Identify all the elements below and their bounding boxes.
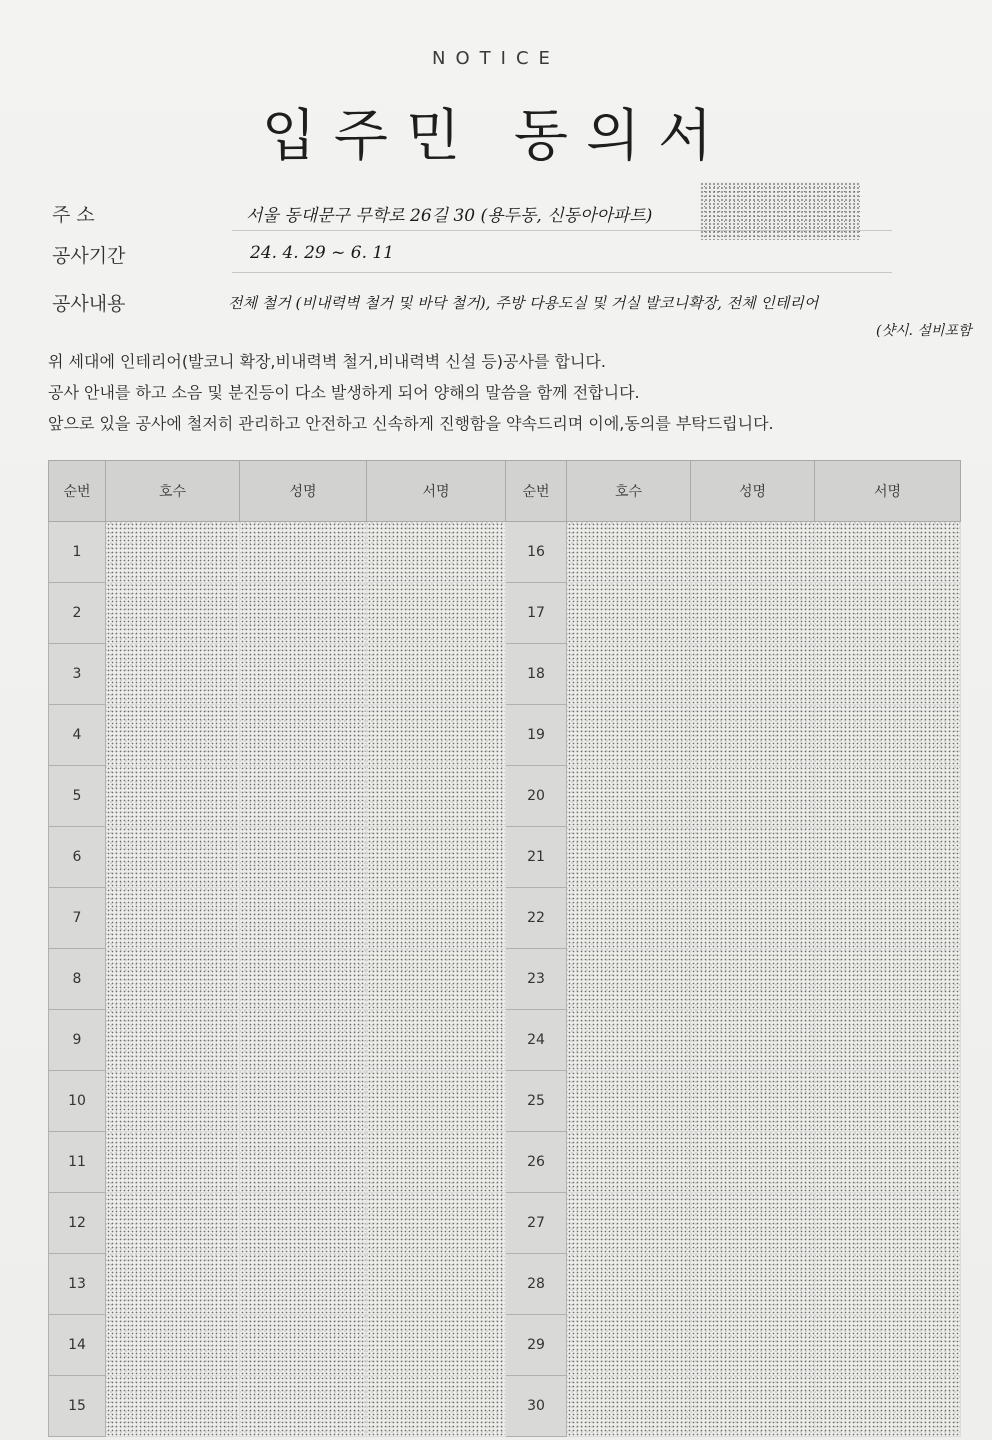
- row-number-left: 1: [49, 522, 106, 583]
- row-number-right: 22: [506, 888, 567, 949]
- unit-cell-left[interactable]: [106, 1376, 240, 1437]
- row-number-right: 20: [506, 766, 567, 827]
- signature-cell-left[interactable]: [367, 1010, 506, 1071]
- table-row: [49, 1315, 961, 1376]
- name-cell-right[interactable]: [691, 949, 815, 1010]
- name-cell-right[interactable]: [691, 1010, 815, 1071]
- table-row: [49, 1193, 961, 1254]
- address-label: 주 소: [52, 204, 95, 226]
- unit-cell-right[interactable]: [567, 1254, 691, 1315]
- name-cell-left[interactable]: [240, 644, 367, 705]
- name-cell-left[interactable]: [240, 583, 367, 644]
- name-cell-left[interactable]: [240, 949, 367, 1010]
- row-number-right: 23: [506, 949, 567, 1010]
- signature-cell-right[interactable]: [815, 949, 961, 1010]
- name-cell-left[interactable]: [240, 888, 367, 949]
- signature-cell-left[interactable]: [367, 1376, 506, 1437]
- row-number-left: 13: [49, 1254, 106, 1315]
- name-cell-right[interactable]: [691, 766, 815, 827]
- unit-cell-left[interactable]: [106, 1132, 240, 1193]
- row-number-left: 10: [49, 1071, 106, 1132]
- name-cell-left[interactable]: [240, 1315, 367, 1376]
- row-number-left: 4: [49, 705, 106, 766]
- name-cell-left[interactable]: [240, 1193, 367, 1254]
- signature-cell-right[interactable]: [815, 1254, 961, 1315]
- row-number-right: 30: [506, 1376, 567, 1437]
- signature-cell-right[interactable]: [815, 766, 961, 827]
- name-cell-right[interactable]: [691, 644, 815, 705]
- header-unit-left: 호수: [106, 461, 240, 522]
- unit-cell-left[interactable]: [106, 522, 240, 583]
- name-cell-left[interactable]: [240, 766, 367, 827]
- unit-cell-left[interactable]: [106, 644, 240, 705]
- unit-cell-left[interactable]: [106, 949, 240, 1010]
- unit-cell-left[interactable]: [106, 1254, 240, 1315]
- signature-cell-left[interactable]: [367, 766, 506, 827]
- signature-cell-left[interactable]: [367, 888, 506, 949]
- signature-cell-right[interactable]: [815, 705, 961, 766]
- period-label: 공사기간: [52, 245, 126, 267]
- table-row: [49, 705, 961, 766]
- table-row: [49, 522, 961, 583]
- row-number-left: 8: [49, 949, 106, 1010]
- signature-cell-left[interactable]: [367, 949, 506, 1010]
- name-cell-left[interactable]: [240, 1010, 367, 1071]
- row-number-right: 16: [506, 522, 567, 583]
- signature-cell-left[interactable]: [367, 1193, 506, 1254]
- unit-cell-right[interactable]: [567, 949, 691, 1010]
- signature-cell-right[interactable]: [815, 1376, 961, 1437]
- table-row: [49, 1071, 961, 1132]
- signature-cell-left[interactable]: [367, 644, 506, 705]
- name-cell-right[interactable]: [691, 522, 815, 583]
- unit-cell-left[interactable]: [106, 1193, 240, 1254]
- unit-cell-left[interactable]: [106, 1010, 240, 1071]
- table-body: [49, 522, 961, 1437]
- content-label: 공사내용: [52, 293, 126, 315]
- row-number-right: 28: [506, 1254, 567, 1315]
- name-cell-left[interactable]: [240, 1071, 367, 1132]
- row-number-left: 15: [49, 1376, 106, 1437]
- unit-cell-left[interactable]: [106, 827, 240, 888]
- signature-cell-right[interactable]: [815, 1132, 961, 1193]
- signature-table: [48, 460, 961, 1437]
- signature-cell-right[interactable]: [815, 583, 961, 644]
- signature-cell-right[interactable]: [815, 1193, 961, 1254]
- signature-cell-left[interactable]: [367, 1071, 506, 1132]
- row-number-right: 26: [506, 1132, 567, 1193]
- signature-cell-left[interactable]: [367, 705, 506, 766]
- paragraph-line-1: 위 세대에 인테리어(발코니 확장,비내력벽 철거,비내력벽 신설 등)공사를 합니다.: [48, 352, 606, 371]
- period-rule: [232, 272, 892, 273]
- row-number-right: 19: [506, 705, 567, 766]
- content-value-line2: (샷시. 설비포함: [876, 323, 972, 339]
- name-cell-right[interactable]: [691, 1193, 815, 1254]
- table-row: [49, 1254, 961, 1315]
- row-number-right: 18: [506, 644, 567, 705]
- name-cell-left[interactable]: [240, 705, 367, 766]
- name-cell-right[interactable]: [691, 583, 815, 644]
- table-row: [49, 1376, 961, 1437]
- signature-cell-left[interactable]: [367, 1315, 506, 1376]
- name-cell-right[interactable]: [691, 1315, 815, 1376]
- signature-cell-right[interactable]: [815, 1010, 961, 1071]
- name-cell-right[interactable]: [691, 827, 815, 888]
- unit-cell-left[interactable]: [106, 1071, 240, 1132]
- unit-cell-left[interactable]: [106, 888, 240, 949]
- name-cell-left[interactable]: [240, 1132, 367, 1193]
- row-number-right: 25: [506, 1071, 567, 1132]
- unit-cell-right[interactable]: [567, 1132, 691, 1193]
- row-number-left: 12: [49, 1193, 106, 1254]
- paragraph-line-3: 앞으로 있을 공사에 철저히 관리하고 안전하고 신속하게 진행함을 약속드리며 이에,동의를 부탁드립니다.: [48, 414, 774, 433]
- table-header-row: [49, 461, 961, 522]
- name-cell-right[interactable]: [691, 1132, 815, 1193]
- row-number-left: 2: [49, 583, 106, 644]
- unit-cell-right[interactable]: [567, 1376, 691, 1437]
- table-row: [49, 766, 961, 827]
- name-cell-left[interactable]: [240, 1376, 367, 1437]
- table-row: [49, 827, 961, 888]
- header-signature-left: 서명: [367, 461, 506, 522]
- table-row: [49, 583, 961, 644]
- table-row: [49, 644, 961, 705]
- name-cell-right[interactable]: [691, 888, 815, 949]
- redacted-unit-block: [700, 182, 860, 240]
- period-value: 24. 4. 29 ~ 6. 11: [250, 243, 395, 263]
- name-cell-right[interactable]: [691, 1071, 815, 1132]
- table-row: [49, 1132, 961, 1193]
- unit-cell-right[interactable]: [567, 827, 691, 888]
- signature-cell-right[interactable]: [815, 644, 961, 705]
- header-name-left: 성명: [240, 461, 367, 522]
- signature-cell-left[interactable]: [367, 827, 506, 888]
- row-number-left: 6: [49, 827, 106, 888]
- document-title: 입주민 동의서: [261, 104, 731, 169]
- signature-cell-right[interactable]: [815, 827, 961, 888]
- unit-cell-right[interactable]: [567, 888, 691, 949]
- unit-cell-right[interactable]: [567, 1193, 691, 1254]
- unit-cell-right[interactable]: [567, 766, 691, 827]
- signature-cell-left[interactable]: [367, 583, 506, 644]
- unit-cell-right[interactable]: [567, 583, 691, 644]
- unit-cell-right[interactable]: [567, 644, 691, 705]
- unit-cell-left[interactable]: [106, 1315, 240, 1376]
- address-value: 서울 동대문구 무학로 26길 30 (용두동, 신동아아파트): [246, 206, 653, 226]
- row-number-right: 21: [506, 827, 567, 888]
- table-row: [49, 1010, 961, 1071]
- name-cell-right[interactable]: [691, 705, 815, 766]
- signature-cell-right[interactable]: [815, 888, 961, 949]
- name-cell-left[interactable]: [240, 1254, 367, 1315]
- unit-cell-left[interactable]: [106, 766, 240, 827]
- row-number-left: 7: [49, 888, 106, 949]
- notice-label: NOTICE: [432, 48, 560, 69]
- name-cell-right[interactable]: [691, 1254, 815, 1315]
- header-number-left: 순번: [49, 461, 106, 522]
- address-rule: [232, 230, 892, 231]
- unit-cell-right[interactable]: [567, 1010, 691, 1071]
- unit-cell-right[interactable]: [567, 1071, 691, 1132]
- signature-cell-right[interactable]: [815, 522, 961, 583]
- header-name-right: 성명: [691, 461, 815, 522]
- content-value-line1: 전체 철거 (비내력벽 철거 및 바닥 철거), 주방 다용도실 및 거실 발코니확장, 전체 인테리어: [228, 294, 819, 312]
- row-number-left: 5: [49, 766, 106, 827]
- row-number-left: 14: [49, 1315, 106, 1376]
- unit-cell-right[interactable]: [567, 1315, 691, 1376]
- row-number-right: 17: [506, 583, 567, 644]
- row-number-right: 27: [506, 1193, 567, 1254]
- name-cell-right[interactable]: [691, 1376, 815, 1437]
- notice-paragraph: [48, 346, 948, 439]
- signature-cell-right[interactable]: [815, 1315, 961, 1376]
- header-number-right: 순번: [506, 461, 567, 522]
- row-number-left: 11: [49, 1132, 106, 1193]
- signature-cell-right[interactable]: [815, 1071, 961, 1132]
- unit-cell-right[interactable]: [567, 522, 691, 583]
- signature-cell-left[interactable]: [367, 1254, 506, 1315]
- row-number-left: 9: [49, 1010, 106, 1071]
- unit-cell-right[interactable]: [567, 705, 691, 766]
- table-row: [49, 949, 961, 1010]
- header-unit-right: 호수: [567, 461, 691, 522]
- name-cell-left[interactable]: [240, 522, 367, 583]
- signature-cell-left[interactable]: [367, 1132, 506, 1193]
- table-row: [49, 888, 961, 949]
- name-cell-left[interactable]: [240, 827, 367, 888]
- header-signature-right: 서명: [815, 461, 961, 522]
- unit-cell-left[interactable]: [106, 583, 240, 644]
- unit-cell-left[interactable]: [106, 705, 240, 766]
- row-number-right: 29: [506, 1315, 567, 1376]
- signature-cell-left[interactable]: [367, 522, 506, 583]
- paragraph-line-2: 공사 안내를 하고 소음 및 분진등이 다소 발생하게 되어 양해의 말씀을 함께 전합니다.: [48, 383, 640, 402]
- row-number-right: 24: [506, 1010, 567, 1071]
- row-number-left: 3: [49, 644, 106, 705]
